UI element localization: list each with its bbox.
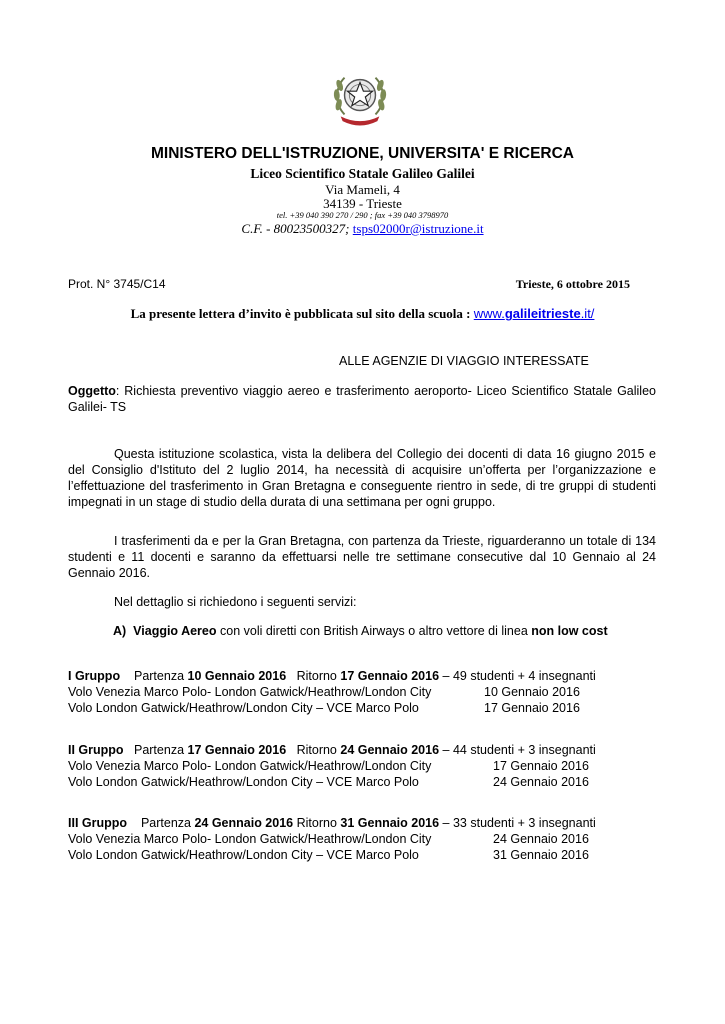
recipient-line: ALLE AGENZIE DI VIAGGIO INTERESSATE	[339, 354, 589, 368]
fiscal-code: C.F. - 80023500327;	[241, 221, 350, 236]
body-paragraph-3: Nel dettaglio si richiedono i seguenti servizi:	[114, 595, 357, 609]
school-phone-fax: tel. +39 040 390 270 / 290 ; fax +39 040 3798970	[276, 210, 449, 220]
place-date: Trieste, 6 ottobre 2015	[515, 277, 630, 291]
travel-group	[68, 668, 656, 716]
flight-row: Volo Venezia Marco Polo- London Gatwick/Heathrow/London City 10 Gennaio 2016	[68, 685, 580, 699]
service-title: Viaggio Aereo	[133, 624, 217, 638]
publication-notice	[0, 306, 725, 322]
fiscal-code-line	[0, 221, 725, 237]
school-name: Liceo Scientifico Statale Galileo Galilei	[250, 166, 475, 181]
body-paragraph-1: Questa istituzione scolastica, vista la delibera del Collegio dei docenti di data 16 giugno 2015 e del Consiglio d'Istituto del 2 luglio 2014, ha necessità di acquisire un’offerta per l’organizzazione e l’effettuazione del trasferimento in Gran Bretagna e conseguente rientro in sede, di tre gruppi di studenti impegnati in un stage di studio della durata di una settimana per ogni gruppo.	[68, 447, 656, 509]
subject-text: : Richiesta preventivo viaggio aereo e trasferimento aeroporto- Liceo Scientifico Statale Galileo Galilei- TS	[68, 384, 656, 414]
service-item-a: A) Viaggio Aereo con voli diretti con British Airways o altro vettore di linea non low cost	[113, 624, 608, 638]
group-header: III Gruppo Partenza 24 Gennaio 2016 Ritorno 31 Gennaio 2016 – 33 studenti + 3 insegnanti	[68, 816, 596, 830]
subject-line	[68, 383, 656, 415]
group-header: II Gruppo Partenza 17 Gennaio 2016 Ritorno 24 Gennaio 2016 – 44 studenti + 3 insegnanti	[68, 743, 596, 757]
protocol-number: Prot. N° 3745/C14	[68, 277, 166, 291]
travel-group	[68, 742, 656, 790]
school-email-link[interactable]: tsps02000r@istruzione.it	[352, 221, 484, 236]
school-city: 34139 - Trieste	[323, 196, 402, 211]
ministry-title: MINISTERO DELL'ISTRUZIONE, UNIVERSITA' E RICERCA	[150, 145, 575, 162]
italian-republic-emblem-icon	[331, 66, 389, 128]
notice-text: La presente lettera d’invito è pubblicata sul sito della scuola :	[130, 306, 471, 321]
flight-row: Volo Venezia Marco Polo- London Gatwick/Heathrow/London City 24 Gennaio 2016	[68, 832, 589, 846]
flight-row: Volo London Gatwick/Heathrow/London City – VCE Marco Polo 31 Gennaio 2016	[68, 848, 589, 862]
group-header: I Gruppo Partenza 10 Gennaio 2016 Ritorno 17 Gennaio 2016 – 49 studenti + 4 insegnanti	[68, 669, 596, 683]
school-street: Via Mameli, 4	[325, 182, 400, 197]
travel-group	[68, 815, 656, 863]
school-website-link[interactable]: www.galileitrieste.it/	[473, 306, 595, 321]
flight-row: Volo London Gatwick/Heathrow/London City – VCE Marco Polo 24 Gennaio 2016	[68, 775, 589, 789]
flight-row: Volo Venezia Marco Polo- London Gatwick/Heathrow/London City 17 Gennaio 2016	[68, 759, 589, 773]
flight-row: Volo London Gatwick/Heathrow/London City – VCE Marco Polo 17 Gennaio 2016	[68, 701, 580, 715]
body-paragraph-2: I trasferimenti da e per la Gran Bretagna, con partenza da Trieste, riguarderanno un totale di 134 studenti e 11 docenti e saranno da effettuarsi nelle tre settimane consecutive dal 10 Gennaio al 24 Gennaio 2016.	[68, 534, 656, 580]
subject-label: Oggetto	[68, 384, 116, 398]
